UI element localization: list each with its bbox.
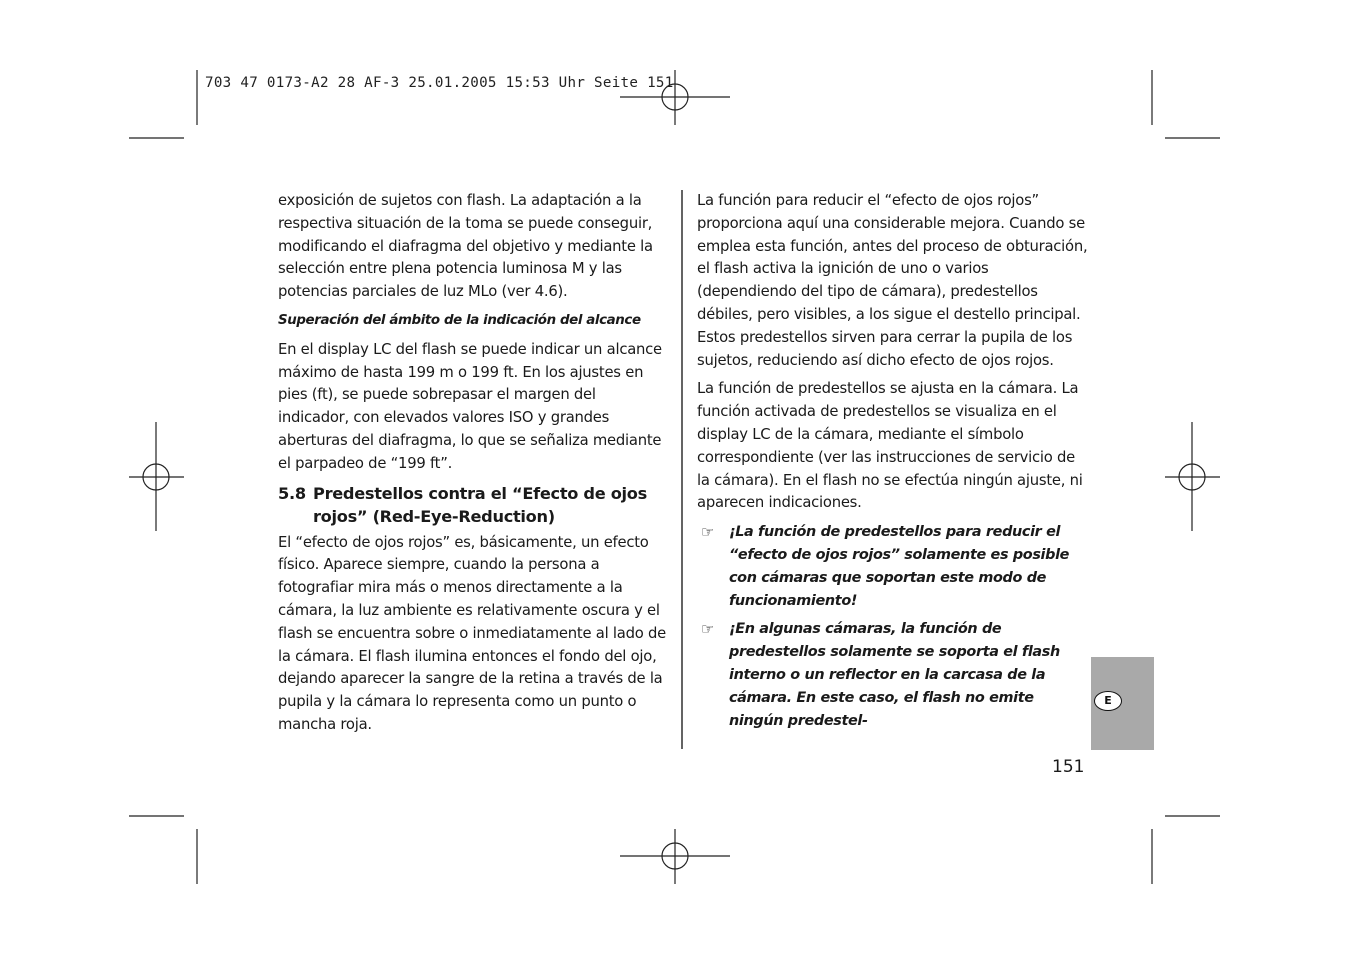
paragraph: La función para reducir el “efecto de ojos rojos” proporciona aquí una considerable mejora. Cuando se emplea esta función, antes del proceso de obturación, el flash activa la ignición de uno o varios (dependiendo del tipo de cámara), predestellos débiles, pero visibles, a los sigue el destello principal. Estos predestellos sirven para cerrar la pupila de los sujetos, reduciendo así dicho efecto de ojos rojos. — [697, 192, 1088, 369]
section-title-line1: Predestellos contra el “Efecto de ojos — [313, 483, 647, 503]
note — [697, 521, 1089, 612]
subheading: Superación del ámbito de la indicación del alcance — [278, 312, 641, 328]
right-column — [697, 190, 1089, 738]
pointing-hand-icon: ☞ — [701, 523, 715, 542]
paragraph: El “efecto de ojos rojos” es, básicamente, un efecto físico. Aparece siempre, cuando la persona a fotografiar mira más o menos directamente a la cámara, la luz ambiente es relativamente oscura y el flash se encuentra sobre o inmediatamente al lado de la cámara. El flash ilumina entonces el fondo del ojo, dejando aparecer la sangre de la retina a través de la pupila y la cámara lo representa como un punto o mancha roja. — [278, 533, 666, 733]
pointing-hand-icon: ☞ — [701, 620, 715, 639]
note — [697, 618, 1089, 732]
print-slug: 703 47 0173-A2 28 AF-3 25.01.2005 15:53 Uhr Seite 151 — [205, 75, 674, 91]
paragraph: En el display LC del flash se puede indicar un alcance máximo de hasta 199 m o 199 ft. En los ajustes en pies (ft), se puede sobrepasar el margen del indicador, con elevados valores ISO y grandes aberturas del diafragma, lo que se señaliza mediante el parpadeo de “199 ft”. — [278, 340, 662, 472]
note-text: ¡En algunas cámaras, la función de predestellos solamente se soporta el flash interno o un reflector en la carcasa de la cámara. En este caso, el flash no emite ningún predestel- — [729, 621, 1060, 729]
note-text: ¡La función de predestellos para reducir el “efecto de ojos rojos” solamente es posible con cámaras que soportan este modo de funcionamiento! — [729, 524, 1070, 609]
language-badge: E — [1094, 691, 1122, 711]
section-heading — [278, 482, 670, 528]
section-title-line2: rojos” (Red-Eye-Reduction) — [313, 506, 555, 526]
paragraph: La función de predestellos se ajusta en la cámara. La función activada de predestellos se visualiza en el display LC de la cámara, mediante el símbolo correspondiente (ver las instrucciones de servicio de la cámara). En el flash no se efectúa ningún ajuste, ni aparecen indicaciones. — [697, 380, 1083, 512]
page-number: 151 — [1052, 757, 1085, 777]
left-column — [278, 190, 670, 743]
paragraph: exposición de sujetos con flash. La adaptación a la respectiva situación de la toma se puede conseguir, modificando el diafragma del objetivo y mediante la selección entre plena potencia luminosa M y las potencias parciales de luz MLo (ver 4.6). — [278, 192, 653, 301]
section-number: 5.8 — [278, 483, 306, 503]
